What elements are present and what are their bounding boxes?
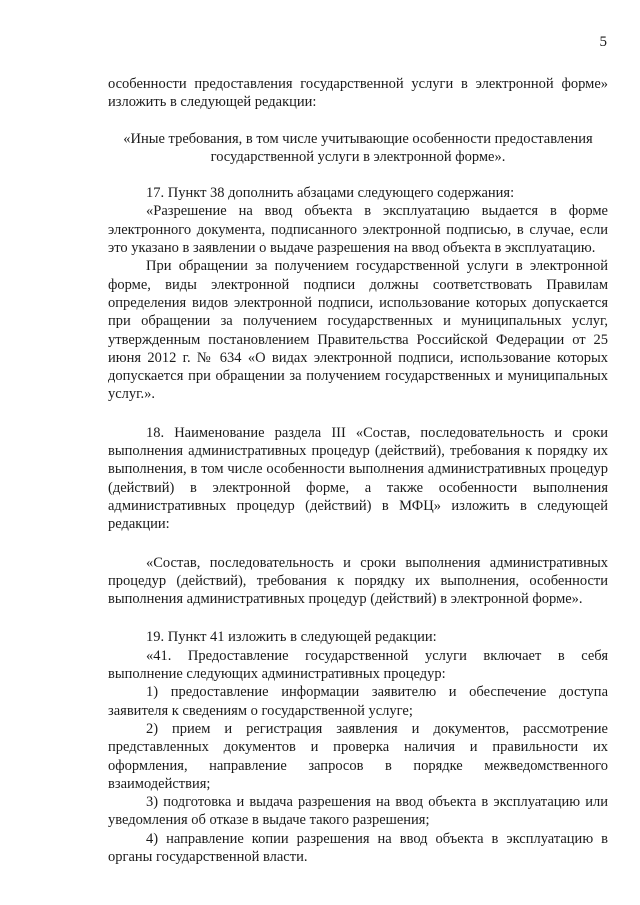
list-item-3: 3) подготовка и выдача разрешения на ввод объекта в эксплуатацию или уведомления об отказе в выдаче такого разрешения; [108, 794, 608, 829]
paragraph-quoted-heading: «Иные требования, в том числе учитывающие особенности предоставления государственной услуги в электронной форме». [123, 130, 593, 165]
paragraph-18-text: «Состав, последовательность и сроки выполнения административных процедур (действий), требования к порядку их выполнения, особенности выполнения административных процедур (действий) в электронной форме». [108, 554, 608, 608]
list-item-2: 2) прием и регистрация заявления и документов, рассмотрение представленных документов и проверка наличия и правильности их оформления, направление запросов в порядке межведомственного взаимодействия; [108, 720, 608, 792]
list-item-4: 4) направление копии разрешения на ввод объекта в эксплуатацию в органы государственной власти. [108, 830, 608, 865]
paragraph-17-text-1: «Разрешение на ввод объекта в эксплуатацию выдается в форме электронного документа, подписанного электронной подписью, в случае, если это указано в заявлении о выдаче разрешения на ввод объекта в эксплуатацию. [108, 203, 608, 257]
paragraph-19-text: «41. Предоставление государственной услуги включает в себя выполнение следующих административных процедур: [108, 647, 608, 683]
paragraph-item-18: 18. Наименование раздела III «Состав, последовательность и сроки выполнения административных процедур (действий), требования к порядку их выполнения, в том числе особенности выполнения административных процедур (действий) в электронной форме, а также особенности выполнения административных процедур (действий) в МФЦ» изложить в следующей редакции: [108, 424, 608, 533]
paragraph-17-text-2: При обращении за получением государственной услуги в электронной форме, виды электронной подписи должны соответствовать Правилам определения видов электронной подписи, использование которых допускается при обращении за получением государственных и муниципальных услуг, утвержденным постановлением Правительства Российской Федерации от 25 июня 2012 г. № 634 «О видах электронной подписи, использование которых допускается при обращении за получением государственных и муниципальных услуг.». [108, 258, 608, 403]
page-number: 5 [599, 34, 607, 50]
paragraph-item-19: 19. Пункт 41 изложить в следующей редакции: [146, 629, 437, 646]
document-body [108, 75, 608, 866]
list-item-1: 1) предоставление информации заявителю и обеспечение доступа заявителя к сведениям о государственной услуге; [108, 684, 608, 719]
paragraph-item-17: 17. Пункт 38 дополнить абзацами следующего содержания: [146, 185, 515, 202]
paragraph-continuation: особенности предоставления государственной услуги в электронной форме» изложить в следующей редакции: [108, 76, 608, 111]
